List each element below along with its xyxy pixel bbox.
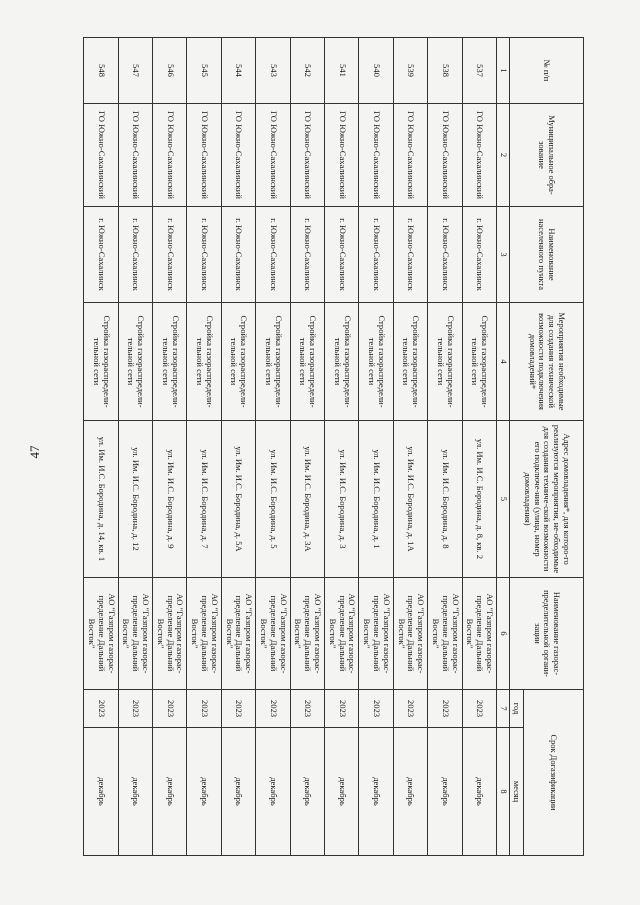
address-cell: ул. Им. И.С. Бородина, д. 8, кв. 2	[462, 421, 496, 578]
table-row	[324, 38, 358, 856]
month-cell: декабрь	[187, 728, 221, 856]
row-number: 539	[393, 38, 427, 104]
column-number: 5	[497, 421, 510, 578]
activity-cell: Стройка газораспредели-тельной сети	[324, 303, 358, 421]
row-number: 540	[359, 38, 393, 104]
year-cell: 2023	[428, 690, 462, 728]
settlement-cell: г. Южно-Сахалинск	[428, 207, 462, 303]
settlement-cell: г. Южно-Сахалинск	[187, 207, 221, 303]
column-number: 3	[497, 207, 510, 303]
column-number: 8	[497, 728, 510, 856]
column-number: 2	[497, 104, 510, 207]
settlement-cell: г. Южно-Сахалинск	[221, 207, 255, 303]
municipality-cell: ГО Южно-Сахалинский	[393, 104, 427, 207]
page-number: 47	[27, 445, 42, 459]
settlement-cell: г. Южно-Сахалинск	[359, 207, 393, 303]
table-row	[359, 38, 393, 856]
year-cell: 2023	[221, 690, 255, 728]
row-number: 543	[256, 38, 290, 104]
settlement-cell: г. Южно-Сахалинск	[393, 207, 427, 303]
header-municipality: Муниципальное обра-зование	[510, 104, 584, 207]
month-cell: декабрь	[359, 728, 393, 856]
settlement-cell: г. Южно-Сахалинск	[256, 207, 290, 303]
row-number: 548	[84, 38, 119, 104]
org-cell: АО "Газпром газорас-пределение Дальний Восток"	[256, 578, 290, 690]
month-cell: декабрь	[462, 728, 496, 856]
address-cell: ул. Им. И.С. Бородина, д. 5А	[221, 421, 255, 578]
settlement-cell: г. Южно-Сахалинск	[324, 207, 358, 303]
header-row	[524, 38, 584, 856]
column-number-row	[497, 38, 510, 856]
table-row	[187, 38, 221, 856]
activity-cell: Стройка газораспредели-тельной сети	[118, 303, 152, 421]
activity-cell: Стройка газораспредели-тельной сети	[256, 303, 290, 421]
municipality-cell: ГО Южно-Сахалинский	[428, 104, 462, 207]
municipality-cell: ГО Южно-Сахалинский	[256, 104, 290, 207]
row-number: 538	[428, 38, 462, 104]
table-row	[290, 38, 324, 856]
column-number: 4	[497, 303, 510, 421]
header-year: год	[510, 690, 524, 728]
table-row	[256, 38, 290, 856]
column-number: 7	[497, 690, 510, 728]
table-row	[84, 38, 119, 856]
org-cell: АО "Газпром газорас-пределение Дальний Восток"	[359, 578, 393, 690]
settlement-cell: г. Южно-Сахалинск	[462, 207, 496, 303]
table-row	[393, 38, 427, 856]
month-cell: декабрь	[324, 728, 358, 856]
settlement-cell: г. Южно-Сахалинск	[84, 207, 119, 303]
municipality-cell: ГО Южно-Сахалинский	[324, 104, 358, 207]
row-number: 545	[187, 38, 221, 104]
address-cell: ул. Им. И.С. Бородина, д. 1	[359, 421, 393, 578]
org-cell: АО "Газпром газорас-пределение Дальний Восток"	[393, 578, 427, 690]
address-cell: ул. Им. И.С. Бородина, д. 8	[428, 421, 462, 578]
activity-cell: Стройка газораспредели-тельной сети	[462, 303, 496, 421]
row-number: 537	[462, 38, 496, 104]
municipality-cell: ГО Южно-Сахалинский	[221, 104, 255, 207]
activity-cell: Стройка газораспредели-тельной сети	[428, 303, 462, 421]
address-cell: ул. Им. И.С. Бородина, д. 9	[152, 421, 186, 578]
header-deadline: Срок Догазификации	[524, 690, 584, 856]
row-number: 547	[118, 38, 152, 104]
municipality-cell: ГО Южно-Сахалинский	[84, 104, 119, 207]
settlement-cell: г. Южно-Сахалинск	[152, 207, 186, 303]
year-cell: 2023	[187, 690, 221, 728]
month-cell: декабрь	[290, 728, 324, 856]
row-number: 542	[290, 38, 324, 104]
year-cell: 2023	[324, 690, 358, 728]
year-cell: 2023	[393, 690, 427, 728]
header-address: Адрес домовладения*, для которо-го реализуются мероприятия, не-обходимые для создания техниче-ской возможности его подключе-ния (улица, номер домовладения)	[510, 421, 584, 578]
activity-cell: Стройка газораспредели-тельной сети	[290, 303, 324, 421]
org-cell: АО "Газпром газорас-пределение Дальний Восток"	[428, 578, 462, 690]
municipality-cell: ГО Южно-Сахалинский	[187, 104, 221, 207]
year-cell: 2023	[118, 690, 152, 728]
column-number: 1	[497, 38, 510, 104]
month-cell: декабрь	[118, 728, 152, 856]
header-org: Наименование газорас-пределительной органи-зации	[510, 578, 584, 690]
address-cell: ул. Им. И.С. Бородина, д. 3	[324, 421, 358, 578]
municipality-cell: ГО Южно-Сахалинский	[290, 104, 324, 207]
activity-cell: Стройка газораспредели-тельной сети	[84, 303, 119, 421]
activity-cell: Стройка газораспредели-тельной сети	[393, 303, 427, 421]
address-cell: ул. Им. И.С. Бородина, д. 7	[187, 421, 221, 578]
month-cell: декабрь	[84, 728, 119, 856]
address-cell: ул. Им. И.С. Бородина, д. 1А	[393, 421, 427, 578]
activity-cell: Стройка газораспредели-тельной сети	[187, 303, 221, 421]
month-cell: декабрь	[221, 728, 255, 856]
row-number: 546	[152, 38, 186, 104]
year-cell: 2023	[152, 690, 186, 728]
settlement-cell: г. Южно-Сахалинск	[118, 207, 152, 303]
row-number: 541	[324, 38, 358, 104]
month-cell: декабрь	[393, 728, 427, 856]
org-cell: АО "Газпром газорас-пределение Дальний Восток"	[324, 578, 358, 690]
year-cell: 2023	[84, 690, 119, 728]
municipality-cell: ГО Южно-Сахалинский	[462, 104, 496, 207]
header-no: № п/п	[510, 38, 584, 104]
table-row	[428, 38, 462, 856]
settlement-cell: г. Южно-Сахалинск	[290, 207, 324, 303]
table-row	[118, 38, 152, 856]
year-cell: 2023	[462, 690, 496, 728]
month-cell: декабрь	[428, 728, 462, 856]
year-cell: 2023	[256, 690, 290, 728]
org-cell: АО "Газпром газорас-пределение Дальний Восток"	[152, 578, 186, 690]
org-cell: АО "Газпром газорас-пределение Дальний Восток"	[84, 578, 119, 690]
header-month: месяц	[510, 728, 524, 856]
table-body	[84, 38, 497, 856]
address-cell: ул. Им. И.С. Бородина, д. 5	[256, 421, 290, 578]
org-cell: АО "Газпром газорас-пределение Дальний Восток"	[118, 578, 152, 690]
month-cell: декабрь	[152, 728, 186, 856]
table-row	[462, 38, 496, 856]
table-row	[152, 38, 186, 856]
header-settlement: Наименование населенного пункта	[510, 207, 584, 303]
address-cell: ул. Им. И.С. Бородина, д. 12	[118, 421, 152, 578]
activity-cell: Стройка газораспредели-тельной сети	[359, 303, 393, 421]
address-cell: ул. Им. И.С. Бородина, д. 3А	[290, 421, 324, 578]
column-number: 6	[497, 578, 510, 690]
table-row	[221, 38, 255, 856]
municipality-cell: ГО Южно-Сахалинский	[359, 104, 393, 207]
year-cell: 2023	[290, 690, 324, 728]
org-cell: АО "Газпром газорас-пределение Дальний Восток"	[462, 578, 496, 690]
header-activity: Мероприятия необходимые для создания технической возможности подключения домовладений*	[510, 303, 584, 421]
activity-cell: Стройка газораспредели-тельной сети	[152, 303, 186, 421]
month-cell: декабрь	[256, 728, 290, 856]
row-number: 544	[221, 38, 255, 104]
org-cell: АО "Газпром газорас-пределение Дальний Восток"	[221, 578, 255, 690]
rotated-table-container	[83, 37, 584, 855]
org-cell: АО "Газпром газорас-пределение Дальний Восток"	[290, 578, 324, 690]
municipality-cell: ГО Южно-Сахалинский	[118, 104, 152, 207]
year-cell: 2023	[359, 690, 393, 728]
gasification-table	[83, 37, 584, 856]
municipality-cell: ГО Южно-Сахалинский	[152, 104, 186, 207]
address-cell: ул. Им. И.С. Бородина, д. 14, кв. 1	[84, 421, 119, 578]
activity-cell: Стройка газораспредели-тельной сети	[221, 303, 255, 421]
org-cell: АО "Газпром газорас-пределение Дальний Восток"	[187, 578, 221, 690]
